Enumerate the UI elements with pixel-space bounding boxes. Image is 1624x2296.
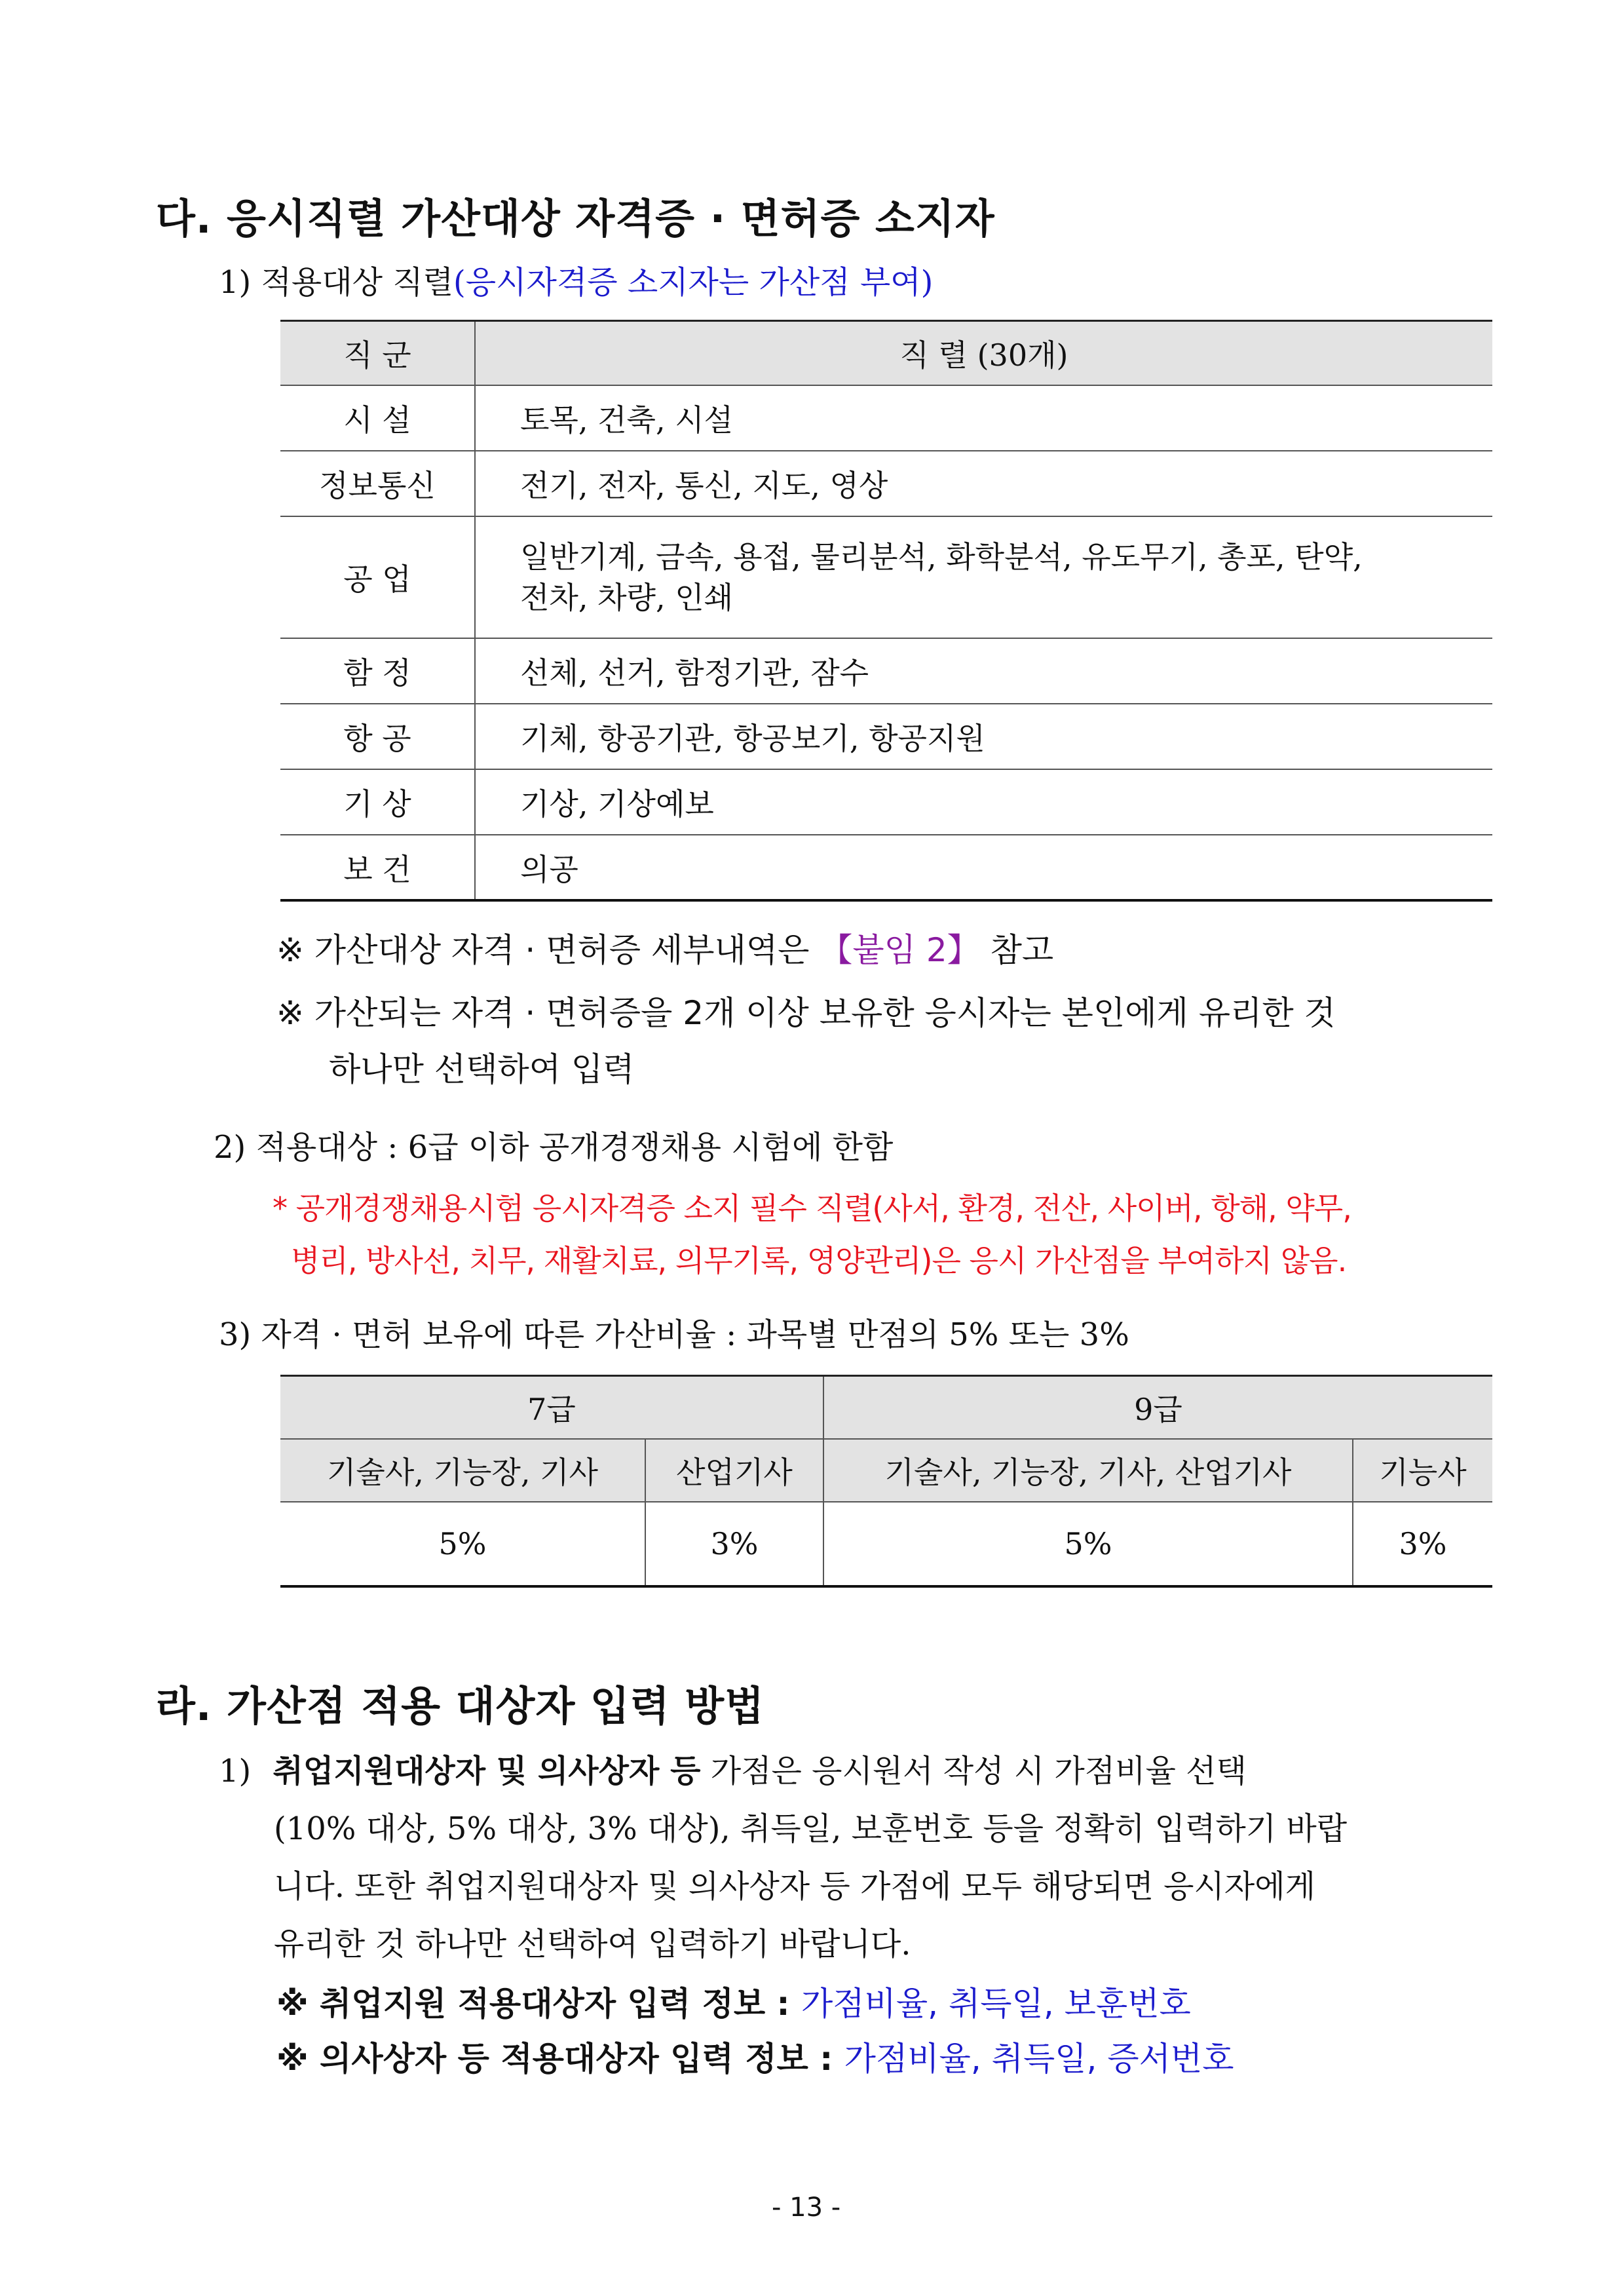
row-group: 보 건: [280, 835, 475, 900]
attachment-ref: 【붙임 2】: [820, 931, 980, 969]
note-veteran-info: [276, 1978, 1191, 2025]
item1-prefix: 1) 적용대상 직렬: [219, 264, 453, 301]
ratio-value: 5%: [823, 1502, 1353, 1586]
note1-prefix: ※ 가산대상 자격 · 면허증 세부내역은: [276, 931, 820, 969]
cert-col-header: 산업기사: [645, 1439, 823, 1502]
table-row: [280, 638, 1492, 704]
ratio-value: 3%: [645, 1502, 823, 1586]
row-group: 공 업: [280, 516, 475, 638]
table-row: [280, 451, 1492, 516]
header-group: 직 군: [280, 321, 475, 386]
row-group: 기 상: [280, 769, 475, 835]
grade-header-row: [280, 1376, 1492, 1440]
note-multiple-licenses-line2: 하나만 선택하여 입력: [329, 1050, 635, 1088]
note-veteran-fields: 가점비율, 취득일, 보훈번호: [801, 1985, 1191, 2023]
row-series: 기체, 항공기관, 항공보기, 항공지원: [475, 704, 1492, 769]
cert-col-header: 기능사: [1353, 1439, 1492, 1502]
note-veteran-prefix: ※ 취업지원 적용대상자 입력 정보 :: [276, 1985, 801, 2023]
row-series: 선체, 선거, 함정기관, 잠수: [475, 638, 1492, 704]
section-d-title: 라. 가산점 적용 대상자 입력 방법: [156, 1682, 765, 1730]
note1-suffix: 참고: [979, 931, 1054, 969]
row-group: 시 설: [280, 385, 475, 451]
cert-header-row: [280, 1439, 1492, 1502]
section-d-item1-line4: 유리한 것 하나만 선택하여 입력하기 바랍니다.: [274, 1926, 911, 1962]
ratio-value: 5%: [280, 1502, 645, 1586]
cert-col-header: 기술사, 기능장, 기사: [280, 1439, 645, 1502]
section-d-item1-line1: [219, 1746, 1247, 1791]
row-series-line2: 전차, 차량, 인쇄: [520, 580, 734, 615]
table-header-row: [280, 321, 1492, 386]
note-multiple-licenses-line1: ※ 가산되는 자격 · 면허증을 2개 이상 보유한 응시자는 본인에게 유리한 것: [276, 994, 1336, 1032]
section-d-item1-line2: (10% 대상, 5% 대상, 3% 대상), 취득일, 보훈번호 등을 정확히 입력하기 바랍: [274, 1810, 1348, 1847]
series-table: [280, 320, 1492, 902]
table-row: [280, 769, 1492, 835]
row-series-line1: 일반기계, 금속, 용접, 물리분석, 화학분석, 유도무기, 총포, 탄약,: [520, 539, 1363, 575]
note-injured-fields: 가점비율, 취득일, 증서번호: [844, 2040, 1234, 2078]
page-number: - 13 -: [772, 2192, 841, 2223]
table-row: [280, 516, 1492, 638]
item2-red-line1: * 공개경쟁채용시험 응시자격증 소지 필수 직렬(사서, 환경, 전산, 사이버, 항해, 약무,: [273, 1191, 1351, 1226]
row-series: 의공: [475, 835, 1492, 900]
item1-line: [219, 257, 933, 302]
grade9-header: 9급: [823, 1376, 1492, 1440]
table-row: [280, 385, 1492, 451]
ratio-value: 3%: [1353, 1502, 1492, 1586]
grade7-header: 7급: [280, 1376, 823, 1440]
row-series: 기상, 기상예보: [475, 769, 1492, 835]
header-series: 직 렬 (30개): [475, 321, 1492, 386]
item1-line1-rest: 가점은 응시원서 작성 시 가점비율 선택: [700, 1753, 1247, 1789]
row-series: 토목, 건축, 시설: [475, 385, 1492, 451]
row-series: [475, 516, 1492, 638]
table-row: [280, 704, 1492, 769]
row-series: 전기, 전자, 통신, 지도, 영상: [475, 451, 1492, 516]
item1-number: 1): [219, 1753, 252, 1789]
cert-col-header: 기술사, 기능장, 기사, 산업기사: [823, 1439, 1353, 1502]
item1-bold-subject: 취업지원대상자 및 의사상자 등: [273, 1753, 701, 1789]
item2-red-line2: 병리, 방사선, 치무, 재활치료, 의무기록, 영양관리)은 응시 가산점을 부여하지 않음.: [291, 1243, 1347, 1278]
item1-blue-note: (응시자격증 소지자는 가산점 부여): [453, 264, 934, 301]
note-injured-info: [276, 2033, 1234, 2080]
row-group: 정보통신: [280, 451, 475, 516]
row-group: 함 정: [280, 638, 475, 704]
item2-line: 2) 적용대상 : 6급 이하 공개경쟁채용 시험에 한함: [214, 1129, 894, 1166]
section-d-item1-line3: 니다. 또한 취업지원대상자 및 의사상자 등 가점에 모두 해당되면 응시자에게: [274, 1868, 1315, 1905]
note-injured-prefix: ※ 의사상자 등 적용대상자 입력 정보 :: [276, 2040, 844, 2078]
table-row: [280, 835, 1492, 900]
note-attachment: [276, 924, 1053, 971]
row-group: 항 공: [280, 704, 475, 769]
ratio-value-row: [280, 1502, 1492, 1586]
section-c-title: 다. 응시직렬 가산대상 자격증 · 면허증 소지자: [156, 195, 995, 242]
ratio-table: [280, 1375, 1492, 1588]
item3-line: 3) 자격 · 면허 보유에 따른 가산비율 : 과목별 만점의 5% 또는 3%: [219, 1316, 1129, 1353]
